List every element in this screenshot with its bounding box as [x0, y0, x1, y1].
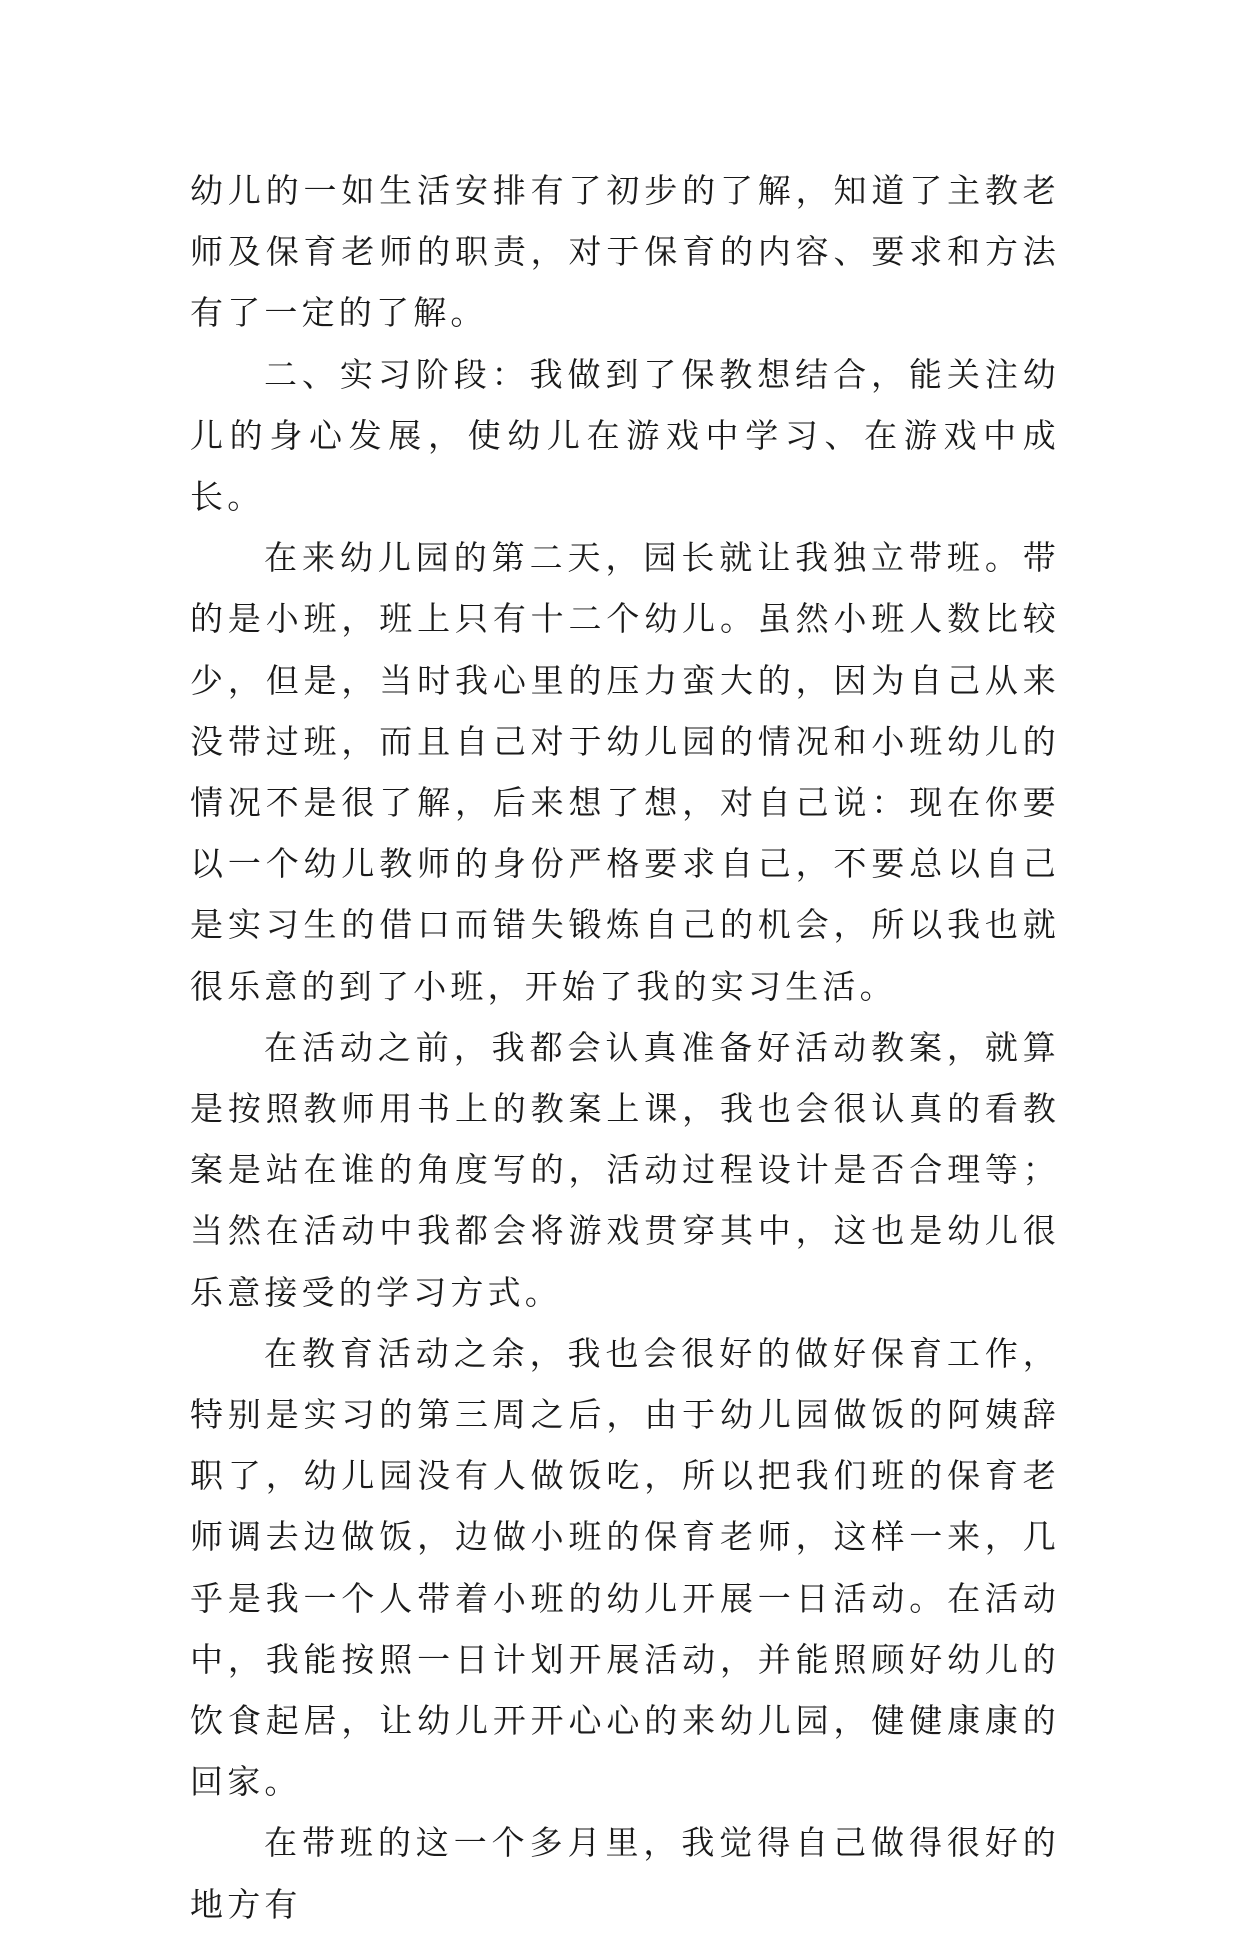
paragraph-internship-stage: 二、实习阶段：我做到了保教想结合，能关注幼儿的身心发展，使幼儿在游戏中学习、在游戏中成长。: [190, 354, 1060, 517]
paragraph-continuation: 幼儿的一如生活安排有了初步的了解，知道了主教老师及保育老师的职责，对于保育的内容、要求和方法有了一定的了解。: [190, 171, 1060, 333]
paragraph-before-activities: 在活动之前，我都会认真准备好活动教案，就算是按照教师用书上的教案上课，我也会很认真的看教案是站在谁的角度写的，活动过程设计是否合理等；当然在活动中我都会将游戏贯穿其中，这也是幼儿很乐意接受的学习方式。: [190, 1027, 1060, 1312]
paragraph-month-reflection: 在带班的这一个多月里，我觉得自己做得很好的地方有: [190, 1823, 1060, 1924]
paragraph-second-day: 在来幼儿园的第二天，园长就让我独立带班。带的是小班，班上只有十二个幼儿。虽然小班人数比较少，但是，当时我心里的压力蛮大的，因为自己从来没带过班，而且自己对于幼儿园的情况和小班幼儿的情况不是很了解，后来想了想，对自己说：现在你要以一个幼儿教师的身份严格要求自己，不要总以自己是实习生的借口而错失锻炼自己的机会，所以我也就很乐意的到了小班，开始了我的实习生活。: [190, 538, 1060, 1006]
paragraph-childcare-work: 在教育活动之余，我也会很好的做好保育工作，特别是实习的第三周之后，由于幼儿园做饭的阿姨辞职了，幼儿园没有人做饭吃，所以把我们班的保育老师调去边做饭，边做小班的保育老师，这样一来，几乎是我一个人带着小班的幼儿开展一日活动。在活动中，我能按照一日计划开展活动，并能照顾好幼儿的饮食起居，让幼儿开开心心的来幼儿园，健健康康的回家。: [190, 1333, 1060, 1802]
document-body: [190, 160, 1060, 1935]
